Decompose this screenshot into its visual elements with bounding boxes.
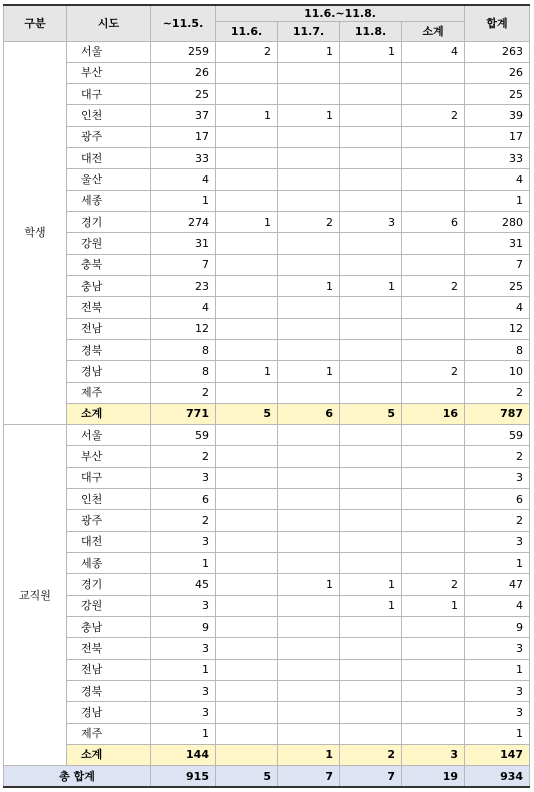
period-subtotal-value [402,467,465,488]
before-period-value: 3 [151,702,216,723]
july-value [278,382,340,403]
total-value: 147 [465,744,530,765]
table-row [4,190,530,211]
period-subtotal-value [402,254,465,275]
table-row [4,489,530,510]
july-value [278,339,340,360]
before-period-value: 4 [151,169,216,190]
table-row [4,382,530,403]
august-value [340,659,402,680]
july-value [278,446,340,467]
total-value: 4 [465,297,530,318]
region-cell: 서울 [67,41,151,62]
before-period-value: 3 [151,531,216,552]
header-region: 시도 [67,5,151,41]
region-cell: 광주 [67,126,151,147]
august-value [340,638,402,659]
before-period-value: 8 [151,361,216,382]
period-subtotal-value [402,702,465,723]
total-value: 1 [465,553,530,574]
june-value [216,467,278,488]
june-value [216,680,278,701]
july-value [278,616,340,637]
before-period-value: 2 [151,382,216,403]
total-value: 31 [465,233,530,254]
before-period-value: 6 [151,489,216,510]
period-subtotal-value: 2 [402,275,465,296]
period-subtotal-value [402,638,465,659]
august-value [340,616,402,637]
before-period-value: 1 [151,659,216,680]
region-cell: 강원 [67,233,151,254]
table-row [4,723,530,744]
july-value: 1 [278,361,340,382]
august-value: 1 [340,41,402,62]
total-value: 33 [465,148,530,169]
period-subtotal-value [402,425,465,446]
july-value: 1 [278,744,340,765]
july-value: 1 [278,105,340,126]
june-value [216,638,278,659]
june-value: 5 [216,403,278,424]
region-cell: 경남 [67,702,151,723]
july-value [278,489,340,510]
period-subtotal-value [402,318,465,339]
total-value: 4 [465,169,530,190]
july-value [278,659,340,680]
region-cell: 경북 [67,339,151,360]
total-value: 9 [465,616,530,637]
august-value: 7 [340,766,402,787]
august-value [340,425,402,446]
before-period-value: 771 [151,403,216,424]
region-cell: 제주 [67,382,151,403]
region-cell: 경기 [67,574,151,595]
period-subtotal-value [402,339,465,360]
august-value [340,510,402,531]
july-value [278,723,340,744]
july-value [278,318,340,339]
table-row [4,105,530,126]
subtotal-label: 소계 [67,403,151,424]
region-cell: 부산 [67,62,151,83]
june-value [216,489,278,510]
period-subtotal-value [402,446,465,467]
period-subtotal-value: 1 [402,595,465,616]
period-subtotal-value: 19 [402,766,465,787]
june-value [216,190,278,211]
statistics-table [3,4,530,788]
table-row [4,574,530,595]
subtotal-row [4,744,530,765]
header-total: 합계 [465,5,530,41]
august-value [340,361,402,382]
region-cell: 충남 [67,616,151,637]
june-value [216,233,278,254]
table-row [4,212,530,233]
period-subtotal-value [402,233,465,254]
table-row [4,659,530,680]
august-value [340,339,402,360]
july-value [278,595,340,616]
table-row [4,680,530,701]
before-period-value: 33 [151,148,216,169]
june-value [216,382,278,403]
header-august: 11.8. [340,21,402,41]
table-row [4,126,530,147]
july-value [278,84,340,105]
period-subtotal-value: 3 [402,744,465,765]
subtotal-row [4,403,530,424]
august-value: 5 [340,403,402,424]
total-value: 787 [465,403,530,424]
august-value [340,446,402,467]
july-value [278,254,340,275]
july-value [278,702,340,723]
july-value [278,425,340,446]
subtotal-label: 소계 [67,744,151,765]
before-period-value: 9 [151,616,216,637]
july-value: 6 [278,403,340,424]
table-row [4,254,530,275]
period-subtotal-value [402,62,465,83]
august-value [340,318,402,339]
region-cell: 세종 [67,190,151,211]
region-cell: 제주 [67,723,151,744]
table-row [4,233,530,254]
period-subtotal-value [402,531,465,552]
region-cell: 대구 [67,84,151,105]
before-period-value: 17 [151,126,216,147]
july-value: 1 [278,275,340,296]
august-value [340,553,402,574]
category-cell: 학생 [4,41,67,425]
june-value: 1 [216,105,278,126]
august-value [340,297,402,318]
total-value: 263 [465,41,530,62]
region-cell: 전북 [67,297,151,318]
before-period-value: 144 [151,744,216,765]
june-value [216,148,278,169]
june-value [216,84,278,105]
july-value: 7 [278,766,340,787]
august-value [340,169,402,190]
june-value: 2 [216,41,278,62]
june-value [216,275,278,296]
table-row [4,297,530,318]
total-value: 10 [465,361,530,382]
august-value [340,723,402,744]
june-value [216,723,278,744]
july-value [278,126,340,147]
region-cell: 경기 [67,212,151,233]
total-value: 25 [465,84,530,105]
period-subtotal-value [402,190,465,211]
august-value: 1 [340,574,402,595]
total-value: 3 [465,702,530,723]
before-period-value: 1 [151,723,216,744]
table-row [4,339,530,360]
region-cell: 세종 [67,553,151,574]
july-value [278,233,340,254]
table-row [4,169,530,190]
total-value: 3 [465,531,530,552]
before-period-value: 1 [151,190,216,211]
period-subtotal-value: 2 [402,361,465,382]
period-subtotal-value: 2 [402,105,465,126]
period-subtotal-value [402,148,465,169]
grand-total-label: 총 합계 [4,766,151,787]
period-subtotal-value [402,659,465,680]
total-value: 2 [465,446,530,467]
period-subtotal-value [402,126,465,147]
table-row [4,616,530,637]
before-period-value: 26 [151,62,216,83]
july-value [278,531,340,552]
table-row [4,595,530,616]
before-period-value: 4 [151,297,216,318]
total-value: 3 [465,638,530,659]
august-value [340,190,402,211]
category-cell: 교직원 [4,425,67,766]
period-subtotal-value [402,510,465,531]
period-subtotal-value: 2 [402,574,465,595]
period-subtotal-value [402,169,465,190]
august-value [340,467,402,488]
august-value [340,84,402,105]
table-row [4,361,530,382]
july-value [278,680,340,701]
period-subtotal-value: 4 [402,41,465,62]
july-value [278,510,340,531]
total-value: 280 [465,212,530,233]
table-row [4,467,530,488]
total-value: 12 [465,318,530,339]
june-value [216,62,278,83]
before-period-value: 37 [151,105,216,126]
period-subtotal-value [402,616,465,637]
june-value [216,574,278,595]
june-value [216,318,278,339]
august-value [340,254,402,275]
june-value [216,126,278,147]
region-cell: 충북 [67,254,151,275]
june-value: 1 [216,212,278,233]
before-period-value: 12 [151,318,216,339]
total-value: 17 [465,126,530,147]
table-row [4,148,530,169]
grand-total-row [4,766,530,787]
june-value [216,510,278,531]
before-period-value: 915 [151,766,216,787]
august-value [340,489,402,510]
table-row [4,41,530,62]
total-value: 26 [465,62,530,83]
region-cell: 전남 [67,318,151,339]
region-cell: 강원 [67,595,151,616]
total-value: 7 [465,254,530,275]
total-value: 3 [465,680,530,701]
table-row [4,638,530,659]
before-period-value: 31 [151,233,216,254]
june-value: 1 [216,361,278,382]
july-value [278,62,340,83]
header-june: 11.6. [216,21,278,41]
total-value: 1 [465,190,530,211]
june-value [216,425,278,446]
region-cell: 광주 [67,510,151,531]
july-value: 1 [278,41,340,62]
total-value: 2 [465,382,530,403]
period-subtotal-value [402,382,465,403]
before-period-value: 274 [151,212,216,233]
before-period-value: 7 [151,254,216,275]
before-period-value: 1 [151,553,216,574]
region-cell: 경북 [67,680,151,701]
before-period-value: 3 [151,680,216,701]
july-value [278,553,340,574]
total-value: 39 [465,105,530,126]
july-value [278,467,340,488]
total-value: 47 [465,574,530,595]
table-row [4,446,530,467]
july-value: 1 [278,574,340,595]
june-value [216,659,278,680]
table-row [4,62,530,83]
june-value [216,595,278,616]
before-period-value: 3 [151,595,216,616]
table-row [4,553,530,574]
total-value: 4 [465,595,530,616]
august-value [340,702,402,723]
total-value: 2 [465,510,530,531]
period-subtotal-value: 16 [402,403,465,424]
header-period: 11.6.~11.8. [216,5,465,21]
period-subtotal-value [402,489,465,510]
july-value [278,638,340,659]
region-cell: 대전 [67,148,151,169]
june-value [216,553,278,574]
before-period-value: 59 [151,425,216,446]
region-cell: 경남 [67,361,151,382]
table-row [4,318,530,339]
june-value [216,254,278,275]
june-value [216,169,278,190]
total-value: 1 [465,723,530,744]
before-period-value: 3 [151,638,216,659]
total-value: 3 [465,467,530,488]
august-value [340,382,402,403]
table-row [4,510,530,531]
before-period-value: 45 [151,574,216,595]
header-category: 구분 [4,5,67,41]
period-subtotal-value [402,680,465,701]
august-value: 3 [340,212,402,233]
region-cell: 전남 [67,659,151,680]
june-value [216,744,278,765]
august-value [340,680,402,701]
table-header [4,5,530,41]
june-value [216,702,278,723]
table-row [4,275,530,296]
august-value [340,105,402,126]
table-row [4,531,530,552]
june-value [216,446,278,467]
before-period-value: 2 [151,446,216,467]
period-subtotal-value [402,84,465,105]
region-cell: 대전 [67,531,151,552]
header-period-subtotal: 소계 [402,21,465,41]
august-value [340,148,402,169]
august-value [340,531,402,552]
total-value: 8 [465,339,530,360]
region-cell: 충남 [67,275,151,296]
total-value: 1 [465,659,530,680]
august-value: 1 [340,275,402,296]
region-cell: 서울 [67,425,151,446]
period-subtotal-value: 6 [402,212,465,233]
total-value: 934 [465,766,530,787]
august-value: 2 [340,744,402,765]
before-period-value: 259 [151,41,216,62]
table-row [4,702,530,723]
total-value: 6 [465,489,530,510]
july-value [278,148,340,169]
june-value [216,616,278,637]
before-period-value: 23 [151,275,216,296]
before-period-value: 2 [151,510,216,531]
august-value [340,62,402,83]
before-period-value: 25 [151,84,216,105]
july-value: 2 [278,212,340,233]
total-value: 59 [465,425,530,446]
july-value [278,190,340,211]
region-cell: 부산 [67,446,151,467]
table-row [4,84,530,105]
august-value [340,233,402,254]
august-value: 1 [340,595,402,616]
region-cell: 전북 [67,638,151,659]
total-value: 25 [465,275,530,296]
header-july: 11.7. [278,21,340,41]
region-cell: 인천 [67,489,151,510]
period-subtotal-value [402,553,465,574]
table-row [4,425,530,446]
july-value [278,169,340,190]
region-cell: 대구 [67,467,151,488]
header-before-period: ~11.5. [151,5,216,41]
region-cell: 인천 [67,105,151,126]
july-value [278,297,340,318]
period-subtotal-value [402,723,465,744]
june-value [216,531,278,552]
region-cell: 울산 [67,169,151,190]
august-value [340,126,402,147]
before-period-value: 8 [151,339,216,360]
june-value [216,297,278,318]
june-value [216,339,278,360]
period-subtotal-value [402,297,465,318]
before-period-value: 3 [151,467,216,488]
table-body [4,41,530,787]
june-value: 5 [216,766,278,787]
